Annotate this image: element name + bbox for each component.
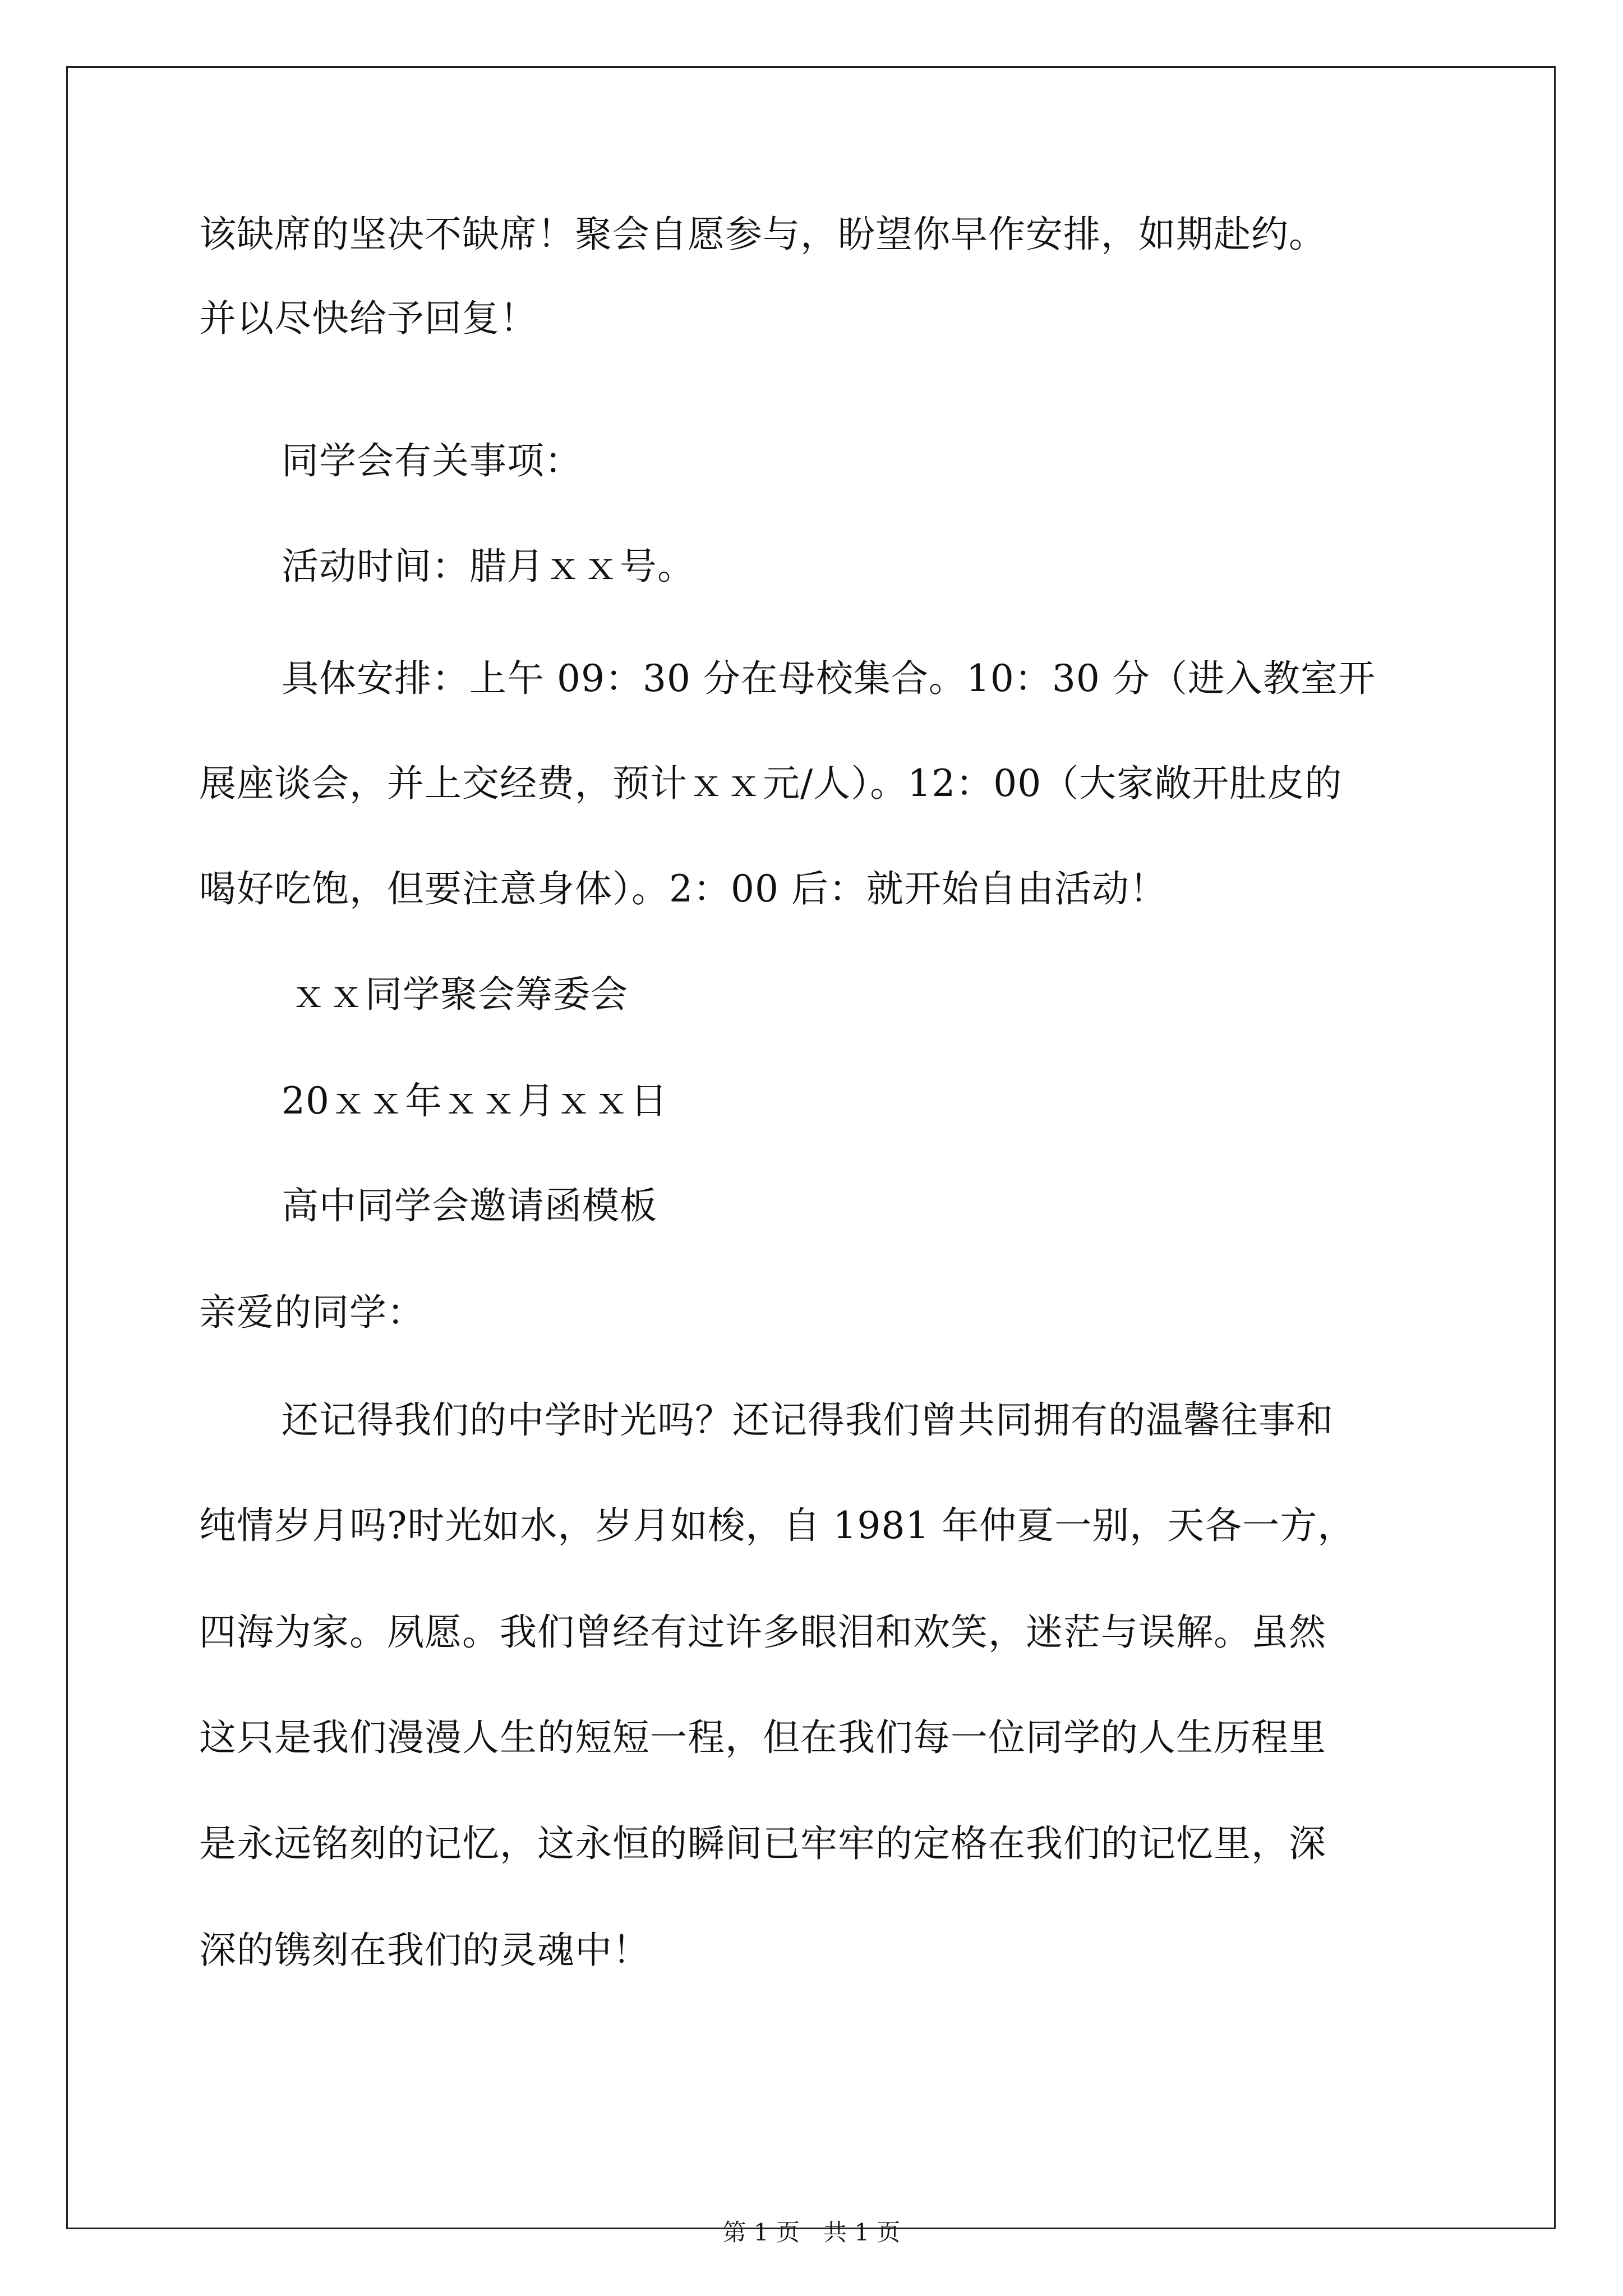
paragraph-line: 活动时间：腊月ｘｘ号。	[282, 545, 695, 588]
paragraph-line: 四海为家。夙愿。我们曾经有过许多眼泪和欢笑，迷茫与误解。虽然	[199, 1611, 1326, 1654]
section-heading: 同学会有关事项：	[282, 439, 582, 482]
page-footer: 第 1 页 共 1 页	[722, 2219, 901, 2246]
paragraph-line: 纯情岁月吗?时光如水，岁月如梭，自 1981 年仲夏一别，天各一方，	[199, 1504, 1355, 1547]
paragraph-line: 该缺席的坚决不缺席！聚会自愿参与，盼望你早作安排，如期赴约。	[199, 213, 1326, 256]
signature-date: 20ｘｘ年ｘｘ月ｘｘ日	[282, 1079, 668, 1122]
paragraph-line: 并以尽快给予回复！	[199, 297, 537, 340]
page-border	[66, 66, 1556, 2229]
paragraph-line: 具体安排：上午 09：30 分在母校集合。10：30 分（进入教室开	[282, 657, 1376, 700]
paragraph-line: 这只是我们漫漫人生的短短一程，但在我们每一位同学的人生历程里	[199, 1716, 1326, 1759]
paragraph-line: 深的镌刻在我们的灵魂中！	[199, 1929, 650, 1972]
section-title: 高中同学会邀请函模板	[282, 1184, 657, 1227]
paragraph-line: 展座谈会，并上交经费，预计ｘｘ元/人）。12：00（大家敞开肚皮的	[199, 762, 1343, 805]
paragraph-line: 喝好吃饱，但要注意身体）。2：00 后：就开始自由活动！	[199, 867, 1167, 910]
paragraph-line: 是永远铭刻的记忆，这永恒的瞬间已牢牢的定格在我们的记忆里，深	[199, 1822, 1326, 1865]
signature-committee: ｘｘ同学聚会筹委会	[290, 973, 628, 1016]
paragraph-line: 还记得我们的中学时光吗？还记得我们曾共同拥有的温馨往事和	[282, 1398, 1334, 1442]
salutation: 亲爱的同学：	[199, 1291, 425, 1334]
